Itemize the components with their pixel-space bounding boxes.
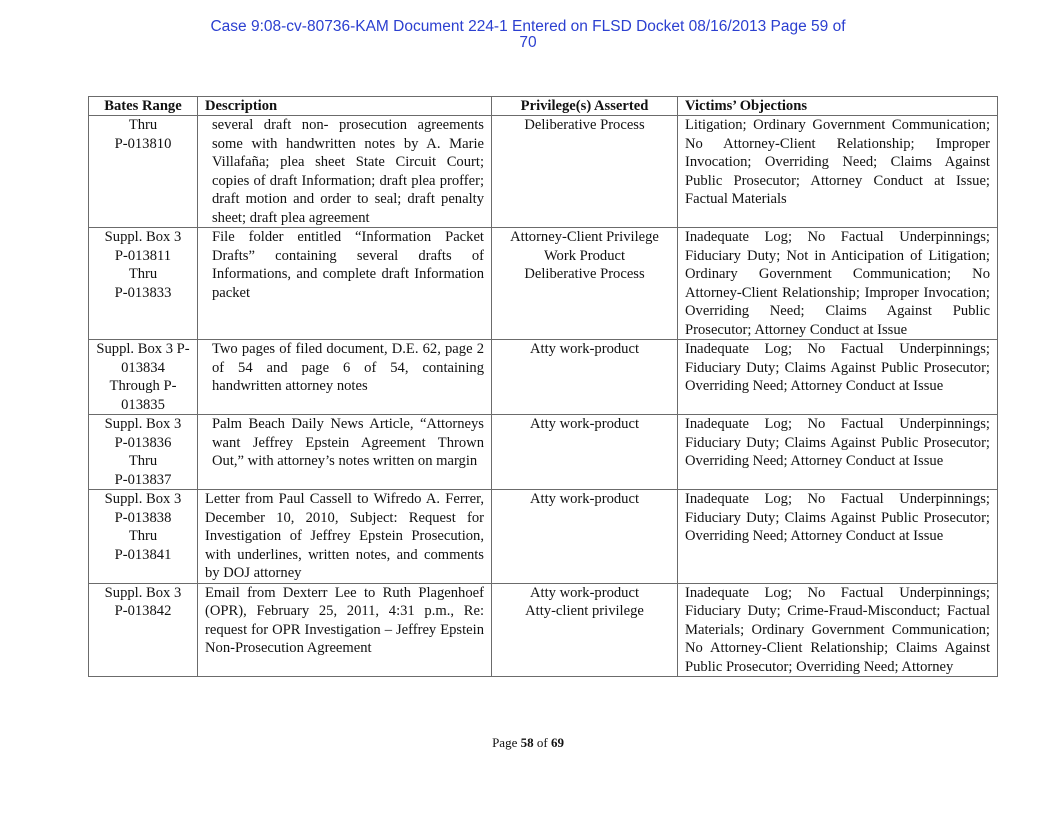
description-cell: Letter from Paul Cassell to Wifredo A. Ferrer, December 10, 2010, Subject: Request for Investigation of Jeffrey Epstein Prosecution, with underlines, written notes, and comments by DOJ attorney [198, 490, 492, 584]
privilege-line: Deliberative Process [524, 117, 645, 133]
bates-line: P-013842 [114, 603, 172, 619]
bates-line: Suppl. Box 3 [104, 584, 182, 601]
page-number-footer [0, 735, 1056, 751]
objections-cell: Litigation; Ordinary Government Communication; No Attorney-Client Relationship; Improper Invocation; Overriding Need; Claims Against Public Prosecutor; Attorney Conduct at Issue; Factual Materials [678, 116, 998, 228]
bates-line: P-013836 [114, 434, 172, 451]
bates-range-cell [89, 340, 198, 415]
objections-cell: Inadequate Log; No Factual Underpinnings; Fiduciary Duty; Claims Against Public Prosecutor; Overriding Need; Attorney Conduct at Issue [678, 490, 998, 584]
privilege-line: Work Product [543, 247, 626, 264]
bates-line: P-013833 [114, 284, 172, 301]
privileges-cell [492, 415, 678, 490]
table-header-row [89, 97, 998, 116]
bates-line: Suppl. Box 3 P- [96, 341, 190, 357]
privilege-line: Atty work-product [529, 584, 640, 601]
bates-line: P-013838 [114, 509, 172, 526]
privileges-cell [492, 583, 678, 677]
privilege-line: Atty work-product [529, 416, 640, 432]
bates-line: Thru [128, 266, 158, 282]
description-cell: Email from Dexterr Lee to Ruth Plagenhoef (OPR), February 25, 2011, 4:31 p.m., Re: request for OPR Investigation – Jeffrey Epstein Non-Prosecution Agreement [198, 583, 492, 677]
privilege-line: Atty-client privilege [525, 603, 644, 619]
bates-range-cell [89, 228, 198, 340]
table-row [89, 583, 998, 677]
page-of-label: of [536, 735, 548, 750]
bates-line: 013834 [121, 359, 165, 376]
bates-line: Suppl. Box 3 [104, 229, 182, 245]
objections-cell: Inadequate Log; No Factual Underpinnings; Fiduciary Duty; Crime-Fraud-Misconduct; Factual Materials; Ordinary Government Communication; No Attorney-Client Relationship; Claims Against Public Prosecutor; Overriding Need; Attorney [678, 583, 998, 677]
table-row [89, 415, 998, 490]
objections-cell: Inadequate Log; No Factual Underpinnings; Fiduciary Duty; Not in Anticipation of Litigation; Ordinary Government Communication; No Attorney-Client Relationship; Improper Invocation; Overriding Need; Claims Against Public Prosecutor; Attorney Conduct at Issue [678, 228, 998, 340]
privileges-cell [492, 490, 678, 584]
description-cell: Two pages of filed document, D.E. 62, page 2 of 54 and page 6 of 54, containing handwritten attorney notes [198, 340, 492, 415]
table-row [89, 490, 998, 584]
bates-line: Thru [128, 117, 158, 133]
ecf-filing-header [0, 19, 1056, 51]
bates-line: P-013837 [114, 471, 172, 488]
column-header-privileges: Privilege(s) Asserted [492, 97, 678, 116]
ecf-header-line-2: 70 [519, 34, 537, 51]
objections-cell: Inadequate Log; No Factual Underpinnings; Fiduciary Duty; Claims Against Public Prosecutor; Overriding Need; Attorney Conduct at Issue [678, 340, 998, 415]
bates-line: Suppl. Box 3 [104, 491, 182, 507]
description-cell: File folder entitled “Information Packet Drafts” containing several drafts of Informations, and complete draft Information packet [198, 228, 492, 340]
bates-line: Suppl. Box 3 [104, 416, 182, 432]
table-row [89, 116, 998, 228]
description-cell: Palm Beach Daily News Article, “Attorneys want Jeffrey Epstein Agreement Thrown Out,” with attorney’s notes written on margin [198, 415, 492, 490]
privilege-log-table [88, 96, 998, 677]
bates-range-cell [89, 415, 198, 490]
bates-line: P-013841 [114, 546, 172, 563]
bates-line: P-013810 [114, 135, 172, 152]
privilege-line: Atty work-product [529, 491, 640, 507]
page-label: Page [492, 735, 518, 750]
bates-line: Through P- [109, 378, 177, 394]
ecf-header-line-1: Case 9:08-cv-80736-KAM Document 224-1 Entered on FLSD Docket 08/16/2013 Page 59 of [210, 18, 846, 35]
bates-range-cell [89, 583, 198, 677]
description-cell: several draft non- prosecution agreements some with handwritten notes by A. Marie Villafaña; plea sheet State Circuit Court; copies of draft Information; draft plea proffer; draft motion and order to seal; draft penalty sheet; draft plea agreement [198, 116, 492, 228]
privileges-cell [492, 228, 678, 340]
current-page-number: 58 [520, 735, 534, 750]
table-row [89, 228, 998, 340]
column-header-objections: Victims’ Objections [678, 97, 998, 116]
total-page-count: 69 [550, 735, 564, 750]
bates-line: Thru [128, 453, 158, 469]
column-header-bates-range: Bates Range [89, 97, 198, 116]
privilege-line: Atty work-product [529, 341, 640, 357]
bates-range-cell [89, 116, 198, 228]
privileges-cell [492, 116, 678, 228]
objections-cell: Inadequate Log; No Factual Underpinnings; Fiduciary Duty; Claims Against Public Prosecutor; Overriding Need; Attorney Conduct at Issue [678, 415, 998, 490]
privileges-cell [492, 340, 678, 415]
column-header-description: Description [198, 97, 492, 116]
bates-line: P-013811 [114, 247, 172, 264]
privilege-line: Deliberative Process [524, 266, 645, 282]
bates-line: Thru [128, 528, 158, 544]
bates-line: 013835 [121, 396, 165, 413]
privilege-line: Attorney-Client Privilege [510, 229, 659, 245]
table-row [89, 340, 998, 415]
bates-range-cell [89, 490, 198, 584]
